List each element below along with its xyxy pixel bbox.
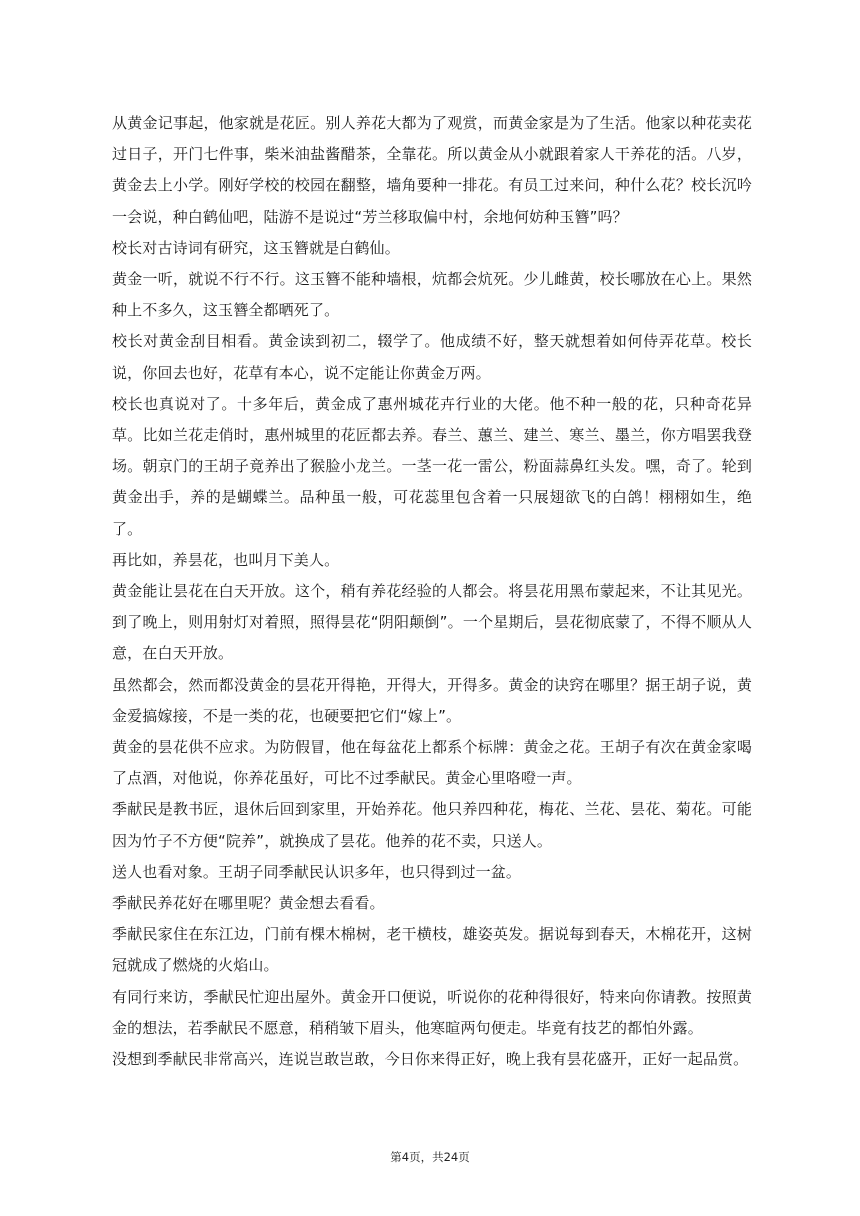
paragraph: 季献民养花好在哪里呢？黄金想去看看。: [112, 894, 385, 913]
paragraph: 有同行来访，季献民忙迎出屋外。黄金开口便说，听说你的花种得很好，特来向你请教。按照黄金的想法，若季献民不愿意，稍稍皱下眉头，他寒暄两句便走。毕竟有技艺的都怕外露。: [112, 987, 752, 1037]
paragraph: 虽然都会，然而都没黄金的昙花开得艳，开得大，开得多。黄金的诀窍在哪里？据王胡子说，黄金爱搞嫁接，不是一类的花，也硬要把它们“嫁上”。: [112, 675, 752, 725]
paragraph: 从黄金记事起，他家就是花匠。别人养花大都为了观赏，而黄金家是为了生活。他家以种花卖花过日子，开门七件事，柴米油盐酱醋茶，全靠花。所以黄金从小就跟着家人干养花的活。八岁，黄金去上小学。刚好学校的校园在翻整，墙角要种一排花。有员工过来问，种什么花？校长沉吟一会说，种白鹤仙吧，陆游不是说过“芳兰移取偏中村，余地何妨种玉簪”吗？: [112, 114, 752, 226]
paragraph: 季献民是教书匠，退休后回到家里，开始养花。他只养四种花，梅花、兰花、昙花、菊花。可能因为竹子不方便“院养”，就换成了昙花。他养的花不卖，只送人。: [112, 800, 752, 850]
article-body: [112, 108, 752, 1075]
paragraph: 校长对古诗词有研究，这玉簪就是白鹤仙。: [112, 238, 400, 257]
page-number-footer: 第4页，共24页: [390, 1150, 470, 1164]
paragraph: 校长也真说对了。十多年后，黄金成了惠州城花卉行业的大佬。他不种一般的花，只种奇花异草。比如兰花走俏时，惠州城里的花匠都去养。春兰、蕙兰、建兰、寒兰、墨兰，你方唱罢我登场。朝京门的王胡子竟养出了猴脸小龙兰。一茎一花一雷公，粉面蒜鼻红头发。嘿，奇了。轮到黄金出手，养的是蝴蝶兰。品种虽一般，可花蕊里包含着一只展翅欲飞的白鸽！栩栩如生，绝了。: [112, 394, 752, 538]
paragraph: 黄金的昙花供不应求。为防假冒，他在每盆花上都系个标牌：黄金之花。王胡子有次在黄金家喝了点酒，对他说，你养花虽好，可比不过季献民。黄金心里咯噔一声。: [112, 738, 752, 788]
paragraph: 送人也看对象。王胡子同季献民认识多年，也只得到过一盆。: [112, 862, 522, 881]
paragraph: 季献民家住在东江边，门前有棵木棉树，老干横枝，雄姿英发。据说每到春天，木棉花开，这树冠就成了燃烧的火焰山。: [112, 925, 752, 975]
paragraph: 没想到季献民非常高兴，连说岂敢岂敢，今日你来得正好，晚上我有昙花盛开，正好一起品赏。: [112, 1050, 749, 1069]
paragraph: 黄金能让昙花在白天开放。这个，稍有养花经验的人都会。将昙花用黑布蒙起来，不让其见光。到了晚上，则用射灯对着照，照得昙花“阴阳颠倒”。一个星期后，昙花彻底蒙了，不得不顺从人意，在白天开放。: [112, 582, 752, 663]
paragraph: 再比如，养昙花，也叫月下美人。: [112, 550, 340, 569]
paragraph: 校长对黄金刮目相看。黄金读到初二，辍学了。他成绩不好，整天就想着如何侍弄花草。校长说，你回去也好，花草有本心，说不定能让你黄金万两。: [112, 332, 752, 382]
paragraph: 黄金一听，就说不行不行。这玉簪不能种墙根，炕都会炕死。少儿雌黄，校长哪放在心上。果然种上不多久，这玉簪全都晒死了。: [112, 270, 752, 320]
